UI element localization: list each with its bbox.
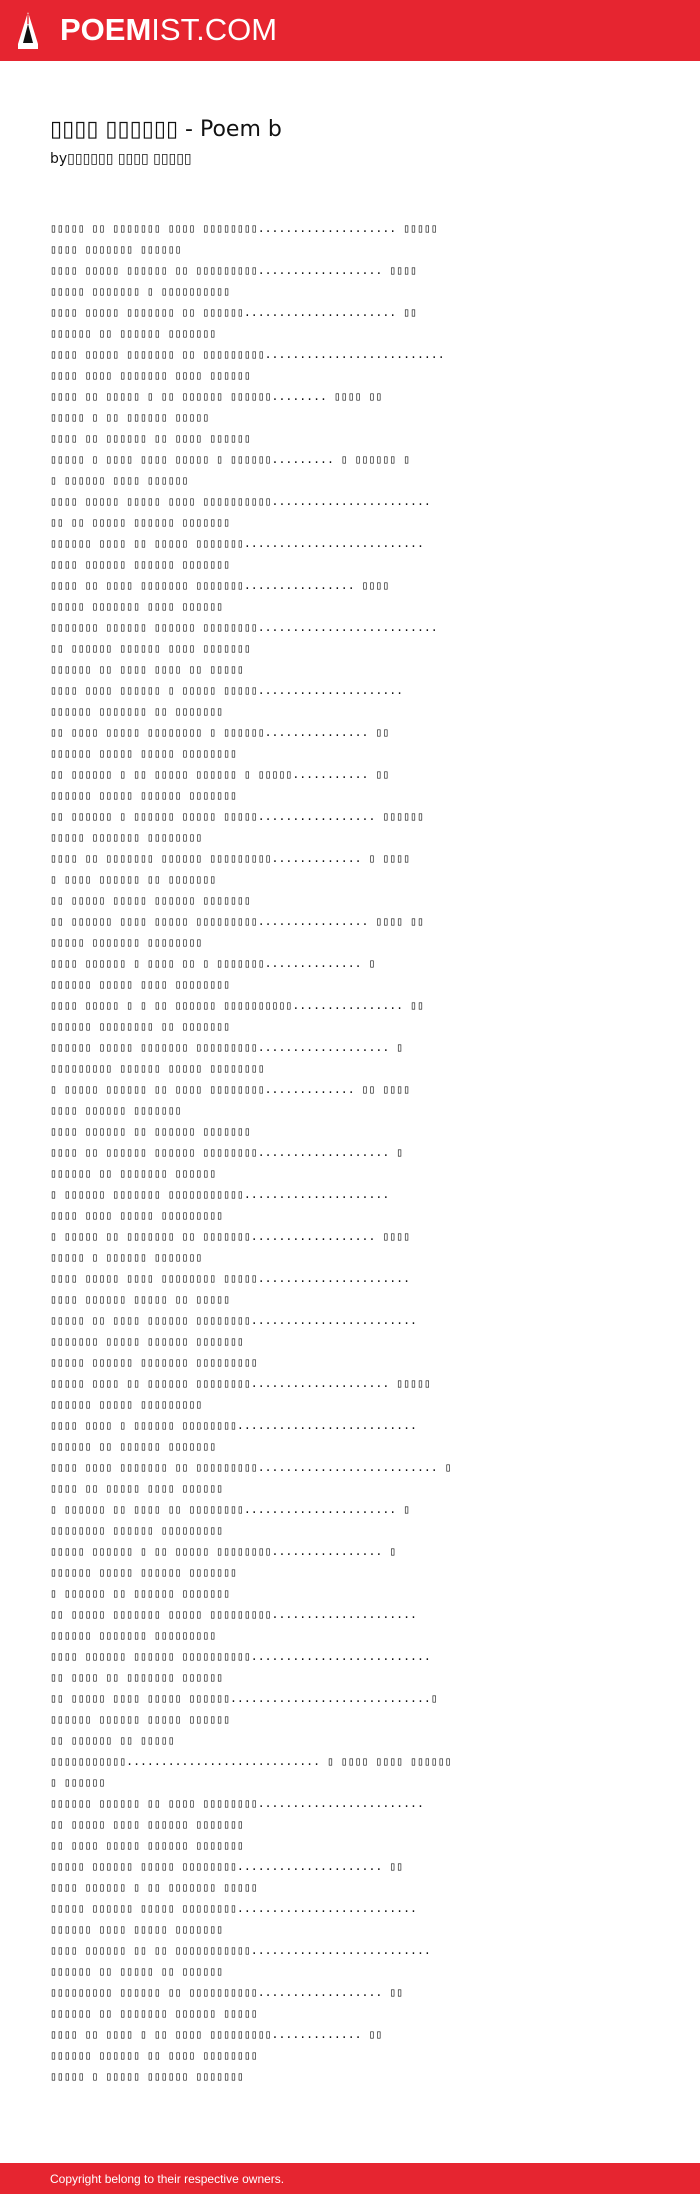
poem-line: ▯▯▯▯▯ ▯▯ ▯▯▯▯ ▯▯▯▯▯▯ ▯▯▯▯▯▯▯▯........................ (50, 1313, 417, 1327)
poem-line: ▯▯▯▯ ▯▯▯▯▯▯ ▯▯▯▯▯ ▯▯ ▯▯▯▯▯ (50, 1292, 231, 1306)
poem-line: ▯▯▯▯ ▯▯▯▯▯▯ ▯▯▯▯▯▯▯ (50, 1103, 182, 1117)
poem-line: ▯▯▯▯▯ ▯▯▯▯▯▯▯ ▯ ▯▯▯▯▯▯▯▯▯▯ (50, 284, 231, 298)
poem-line: ▯▯▯▯▯▯ ▯▯▯▯▯ ▯▯▯▯▯▯ ▯▯▯▯▯▯▯ (50, 788, 237, 802)
site-header (0, 0, 700, 61)
poem-line: ▯▯▯▯▯▯▯▯▯▯▯............................ ▯ ▯▯▯▯ ▯▯▯▯ ▯▯▯▯▯▯ (50, 1754, 452, 1768)
poem-line: ▯▯ ▯▯▯▯▯▯ ▯ ▯▯ ▯▯▯▯▯ ▯▯▯▯▯▯ ▯ ▯▯▯▯▯........... ▯▯ (50, 767, 390, 781)
poem-line: ▯▯▯▯▯▯ ▯▯▯▯ ▯▯ ▯▯▯▯▯ ▯▯▯▯▯▯▯.......................... (50, 536, 424, 550)
poem-line: ▯▯▯▯▯ ▯ ▯▯ ▯▯▯▯▯▯ ▯▯▯▯▯ (50, 410, 210, 424)
poem-line: ▯▯▯▯▯ ▯ ▯▯▯▯▯▯ ▯▯▯▯▯▯▯ (50, 1250, 203, 1264)
poem-line: ▯▯ ▯▯▯▯▯▯ ▯ ▯▯▯▯▯▯ ▯▯▯▯▯ ▯▯▯▯▯................. ▯▯▯▯▯▯ (50, 809, 424, 823)
poem-line: ▯▯▯▯▯▯ ▯▯▯▯▯▯▯ ▯▯ ▯▯▯▯▯▯▯ (50, 704, 224, 718)
poem-line: ▯▯▯▯▯▯ ▯▯▯▯▯▯▯ ▯▯▯▯▯▯▯▯▯ (50, 1628, 217, 1642)
poem-line: ▯▯▯▯▯▯ ▯▯ ▯▯▯▯▯▯ ▯▯▯▯▯▯▯ (50, 326, 217, 340)
poem-line: ▯▯▯▯▯ ▯▯▯▯▯▯▯ ▯▯▯▯ ▯▯▯▯▯▯ (50, 599, 224, 613)
poem-line: ▯▯▯▯▯▯ ▯▯▯▯▯ ▯▯▯▯▯▯▯ ▯▯▯▯▯▯▯▯▯................... ▯ (50, 1040, 404, 1054)
by-label: by (50, 151, 68, 167)
poem-line: ▯▯▯▯▯▯ ▯▯▯▯▯▯▯▯ ▯▯ ▯▯▯▯▯▯▯ (50, 1019, 231, 1033)
poem-line: ▯▯▯▯ ▯▯▯▯▯▯▯ ▯▯▯▯▯▯ (50, 242, 182, 256)
poem-line: ▯▯▯▯ ▯▯ ▯▯▯▯▯▯▯ ▯▯▯▯▯▯ ▯▯▯▯▯▯▯▯▯............. ▯ ▯▯▯▯ (50, 851, 411, 865)
poem-line: ▯▯▯▯▯ ▯▯▯▯▯▯▯ ▯▯▯▯▯▯▯▯ (50, 935, 203, 949)
poem-line: ▯▯▯▯▯▯ ▯▯▯▯▯ ▯▯▯▯▯ ▯▯▯▯▯▯▯▯ (50, 746, 237, 760)
poem-line: ▯▯▯▯ ▯▯▯▯▯ ▯▯▯▯▯▯ ▯▯ ▯▯▯▯▯▯▯▯▯.................. ▯▯▯▯ (50, 263, 417, 277)
poem-line: ▯▯▯▯ ▯▯▯▯▯▯ ▯▯▯▯▯▯ ▯▯▯▯▯▯▯ (50, 557, 231, 571)
poem-line: ▯▯▯▯▯▯▯ ▯▯▯▯▯ ▯▯▯▯▯▯ ▯▯▯▯▯▯▯ (50, 1334, 244, 1348)
poem-line: ▯▯▯▯ ▯▯▯▯▯ ▯▯▯▯▯▯▯ ▯▯ ▯▯▯▯▯▯...................... ▯▯ (50, 305, 417, 319)
poem-line: ▯▯▯▯▯▯▯ ▯▯▯▯▯▯ ▯▯▯▯▯▯ ▯▯▯▯▯▯▯▯.......................... (50, 620, 438, 634)
poem-line: ▯ ▯▯▯▯▯ ▯▯▯▯▯▯ ▯▯ ▯▯▯▯ ▯▯▯▯▯▯▯▯............. ▯▯ ▯▯▯▯ (50, 1082, 411, 1096)
poem-line: ▯▯▯▯ ▯▯▯▯ ▯▯▯▯▯▯▯ ▯▯ ▯▯▯▯▯▯▯▯▯.......................... ▯ (50, 1460, 452, 1474)
poem-line: ▯▯ ▯▯▯▯▯ ▯▯▯▯ ▯▯▯▯▯ ▯▯▯▯▯▯.............................▯ (50, 1691, 438, 1705)
poem-line: ▯▯▯▯ ▯▯▯▯▯ ▯▯▯▯▯ ▯▯▯▯ ▯▯▯▯▯▯▯▯▯▯....................... (50, 494, 431, 508)
poem-line: ▯▯▯▯▯▯ ▯▯▯▯▯ ▯▯▯▯ ▯▯▯▯▯▯▯▯ (50, 977, 231, 991)
logo-strong-text: POEM (60, 12, 152, 47)
poem-line: ▯ ▯▯▯▯▯▯ ▯▯ ▯▯▯▯ ▯▯ ▯▯▯▯▯▯▯▯...................... ▯ (50, 1502, 411, 1516)
poem-line: ▯ ▯▯▯▯▯ ▯▯ ▯▯▯▯▯▯▯ ▯▯ ▯▯▯▯▯▯▯.................. ▯▯▯▯ (50, 1229, 411, 1243)
logo-light-text: IST.COM (151, 12, 278, 47)
poem-line: ▯▯▯▯▯▯▯▯ ▯▯▯▯▯▯ ▯▯▯▯▯▯▯▯▯ (50, 1523, 224, 1537)
poem-line: ▯▯▯▯▯▯ ▯▯▯▯▯▯ ▯▯ ▯▯▯▯ ▯▯▯▯▯▯▯▯........................ (50, 1796, 424, 1810)
poem-line: ▯▯▯▯ ▯▯▯▯▯ ▯▯▯▯▯▯▯ ▯▯ ▯▯▯▯▯▯▯▯▯.......................... (50, 347, 445, 361)
pencil-nib-icon[interactable] (16, 10, 40, 50)
author-link[interactable]: ▯▯▯▯▯▯ ▯▯▯▯ ▯▯▯▯▯ (67, 151, 192, 167)
poem-line: ▯▯▯▯ ▯▯ ▯▯▯▯ ▯ ▯▯ ▯▯▯▯ ▯▯▯▯▯▯▯▯▯............. ▯▯ (50, 2027, 383, 2041)
poem-line: ▯ ▯▯▯▯▯▯ ▯▯▯▯ ▯▯▯▯▯▯ (50, 473, 189, 487)
poem-line: ▯▯▯▯ ▯▯ ▯▯▯▯▯ ▯▯▯▯ ▯▯▯▯▯▯ (50, 1481, 224, 1495)
poem-line: ▯▯ ▯▯▯▯ ▯▯▯▯▯ ▯▯▯▯▯▯▯▯ ▯ ▯▯▯▯▯▯............... ▯▯ (50, 725, 390, 739)
poem-line: ▯▯▯▯▯▯ ▯▯▯▯▯ ▯▯▯▯▯▯▯▯▯ (50, 1397, 203, 1411)
site-footer (0, 2163, 700, 2194)
poem-line: ▯▯▯▯▯ ▯▯ ▯▯▯▯▯▯▯ ▯▯▯▯ ▯▯▯▯▯▯▯▯.................... ▯▯▯▯▯ (50, 221, 438, 235)
poem-line: ▯▯▯▯▯▯ ▯▯▯▯▯▯ ▯▯ ▯▯▯▯ ▯▯▯▯▯▯▯▯ (50, 2048, 258, 2062)
poem-line: ▯ ▯▯▯▯▯▯ ▯▯▯▯▯▯▯ ▯▯▯▯▯▯▯▯▯▯▯..................... (50, 1187, 390, 1201)
poem-line: ▯ ▯▯▯▯▯▯ (50, 1775, 106, 1789)
poem-line: ▯▯ ▯▯▯▯▯ ▯▯▯▯▯ ▯▯▯▯▯▯ ▯▯▯▯▯▯▯ (50, 893, 251, 907)
poem-line: ▯▯▯▯▯ ▯ ▯▯▯▯ ▯▯▯▯ ▯▯▯▯▯ ▯ ▯▯▯▯▯▯......... ▯ ▯▯▯▯▯▯ ▯ (50, 452, 411, 466)
poem-line: ▯▯ ▯▯▯▯▯ ▯▯▯▯ ▯▯▯▯▯▯ ▯▯▯▯▯▯▯ (50, 1817, 244, 1831)
poem-line: ▯▯▯▯▯▯ ▯▯▯▯ ▯▯▯▯▯ ▯▯▯▯▯▯▯ (50, 1922, 224, 1936)
poem-line: ▯▯ ▯▯▯▯ ▯▯▯▯▯ ▯▯▯▯▯▯ ▯▯▯▯▯▯▯ (50, 1838, 244, 1852)
poem-line: ▯▯▯▯▯ ▯▯▯▯▯▯ ▯ ▯▯ ▯▯▯▯▯ ▯▯▯▯▯▯▯▯................ ▯ (50, 1544, 397, 1558)
poem-line: ▯ ▯▯▯▯ ▯▯▯▯▯▯ ▯▯ ▯▯▯▯▯▯▯ (50, 872, 217, 886)
poem-line: ▯▯▯▯▯ ▯▯▯▯ ▯▯ ▯▯▯▯▯▯ ▯▯▯▯▯▯▯▯.................... ▯▯▯▯▯ (50, 1376, 431, 1390)
poem-line: ▯▯▯▯▯ ▯▯▯▯▯▯ ▯▯▯▯▯ ▯▯▯▯▯▯▯▯.......................... (50, 1901, 417, 1915)
poem-line: ▯▯▯▯ ▯▯ ▯▯▯▯▯ ▯ ▯▯ ▯▯▯▯▯▯ ▯▯▯▯▯▯........ ▯▯▯▯ ▯▯ (50, 389, 383, 403)
poem-line: ▯▯▯▯ ▯▯ ▯▯▯▯▯▯ ▯▯ ▯▯▯▯ ▯▯▯▯▯▯ (50, 431, 251, 445)
poem-line: ▯▯▯▯ ▯▯▯▯▯ ▯ ▯ ▯▯ ▯▯▯▯▯▯ ▯▯▯▯▯▯▯▯▯▯................ ▯▯ (50, 998, 424, 1012)
poem-line: ▯▯▯▯▯▯ ▯▯ ▯▯▯▯ ▯▯▯▯ ▯▯ ▯▯▯▯▯ (50, 662, 244, 676)
site-logo[interactable] (60, 12, 277, 48)
poem-line: ▯▯▯▯▯ ▯▯▯▯▯▯▯ ▯▯▯▯▯▯▯▯ (50, 830, 203, 844)
poem-line: ▯▯ ▯▯▯▯ ▯▯ ▯▯▯▯▯▯▯ ▯▯▯▯▯▯ (50, 1670, 224, 1684)
poem-line: ▯▯▯▯ ▯▯ ▯▯▯▯ ▯▯▯▯▯▯▯ ▯▯▯▯▯▯▯................ ▯▯▯▯ (50, 578, 390, 592)
poem-line: ▯▯▯▯▯▯ ▯▯ ▯▯▯▯▯▯▯ ▯▯▯▯▯▯ ▯▯▯▯▯ (50, 2006, 258, 2020)
poem-line: ▯▯▯▯ ▯▯▯▯ ▯▯▯▯▯ ▯▯▯▯▯▯▯▯▯ (50, 1208, 224, 1222)
poem-line: ▯▯▯▯▯ ▯▯▯▯▯▯ ▯▯▯▯▯ ▯▯▯▯▯▯▯▯..................... ▯▯ (50, 1859, 404, 1873)
poem-line: ▯▯▯▯▯▯ ▯▯ ▯▯▯▯▯▯▯ ▯▯▯▯▯▯ (50, 1166, 217, 1180)
poem-line: ▯▯ ▯▯ ▯▯▯▯▯ ▯▯▯▯▯▯ ▯▯▯▯▯▯▯ (50, 515, 231, 529)
poem-line: ▯▯▯▯ ▯▯▯▯▯▯ ▯▯ ▯▯ ▯▯▯▯▯▯▯▯▯▯▯.......................... (50, 1943, 431, 1957)
poem-line: ▯▯▯▯ ▯▯▯▯▯▯ ▯▯ ▯▯▯▯▯▯ ▯▯▯▯▯▯▯ (50, 1124, 251, 1138)
poem-line: ▯▯▯▯ ▯▯▯▯ ▯▯▯▯▯▯ ▯ ▯▯▯▯▯ ▯▯▯▯▯..................... (50, 683, 404, 697)
poem-line: ▯▯ ▯▯▯▯▯ ▯▯▯▯▯▯▯ ▯▯▯▯▯ ▯▯▯▯▯▯▯▯▯..................... (50, 1607, 417, 1621)
poem-line: ▯▯▯▯ ▯▯▯▯▯▯ ▯ ▯▯▯▯ ▯▯ ▯ ▯▯▯▯▯▯▯.............. ▯ (50, 956, 376, 970)
poem-line: ▯▯▯▯ ▯▯▯▯ ▯ ▯▯▯▯▯▯ ▯▯▯▯▯▯▯▯.......................... (50, 1418, 417, 1432)
poem-line: ▯ ▯▯▯▯▯▯ ▯▯ ▯▯▯▯▯▯ ▯▯▯▯▯▯▯ (50, 1586, 231, 1600)
poem-line: ▯▯▯▯ ▯▯▯▯ ▯▯▯▯▯▯▯ ▯▯▯▯ ▯▯▯▯▯▯ (50, 368, 251, 382)
poem-line: ▯▯▯▯▯ ▯ ▯▯▯▯▯ ▯▯▯▯▯▯ ▯▯▯▯▯▯▯ (50, 2069, 244, 2083)
poem-body (50, 218, 452, 2087)
poem-line: ▯▯ ▯▯▯▯▯▯ ▯▯ ▯▯▯▯▯ (50, 1733, 175, 1747)
poem-line: ▯▯▯▯▯▯ ▯▯ ▯▯▯▯▯▯ ▯▯▯▯▯▯▯ (50, 1439, 217, 1453)
poem-line: ▯▯▯▯ ▯▯▯▯▯▯ ▯ ▯▯ ▯▯▯▯▯▯▯ ▯▯▯▯▯ (50, 1880, 258, 1894)
poem-line: ▯▯▯▯▯▯▯▯▯ ▯▯▯▯▯▯ ▯▯▯▯▯ ▯▯▯▯▯▯▯▯ (50, 1061, 265, 1075)
poem-line: ▯▯▯▯▯▯ ▯▯ ▯▯▯▯▯ ▯▯ ▯▯▯▯▯▯ (50, 1964, 224, 1978)
poem-title: ▯▯▯▯ ▯▯▯▯▯▯ - Poem b (50, 117, 282, 142)
poem-line: ▯▯▯▯▯▯ ▯▯▯▯▯▯ ▯▯▯▯▯ ▯▯▯▯▯▯ (50, 1712, 231, 1726)
poem-line: ▯▯▯▯▯ ▯▯▯▯▯▯ ▯▯▯▯▯▯▯ ▯▯▯▯▯▯▯▯▯ (50, 1355, 258, 1369)
poem-line: ▯▯▯▯ ▯▯▯▯▯ ▯▯▯▯ ▯▯▯▯▯▯▯▯ ▯▯▯▯▯...................... (50, 1271, 411, 1285)
poem-line: ▯▯ ▯▯▯▯▯▯ ▯▯▯▯▯▯ ▯▯▯▯ ▯▯▯▯▯▯▯ (50, 641, 251, 655)
poem-line: ▯▯▯▯▯▯▯▯▯ ▯▯▯▯▯▯ ▯▯ ▯▯▯▯▯▯▯▯▯▯.................. ▯▯ (50, 1985, 404, 1999)
poem-line: ▯▯ ▯▯▯▯▯▯ ▯▯▯▯ ▯▯▯▯▯ ▯▯▯▯▯▯▯▯▯................ ▯▯▯▯ ▯▯ (50, 914, 424, 928)
poem-line: ▯▯▯▯ ▯▯▯▯▯▯ ▯▯▯▯▯▯ ▯▯▯▯▯▯▯▯▯▯.......................... (50, 1649, 431, 1663)
poem-line: ▯▯▯▯▯▯ ▯▯▯▯▯ ▯▯▯▯▯▯ ▯▯▯▯▯▯▯ (50, 1565, 237, 1579)
poem-line: ▯▯▯▯ ▯▯ ▯▯▯▯▯▯ ▯▯▯▯▯▯ ▯▯▯▯▯▯▯▯................... ▯ (50, 1145, 404, 1159)
byline (50, 149, 192, 169)
copyright-text: Copyright belong to their respective owners. (50, 2172, 285, 2186)
